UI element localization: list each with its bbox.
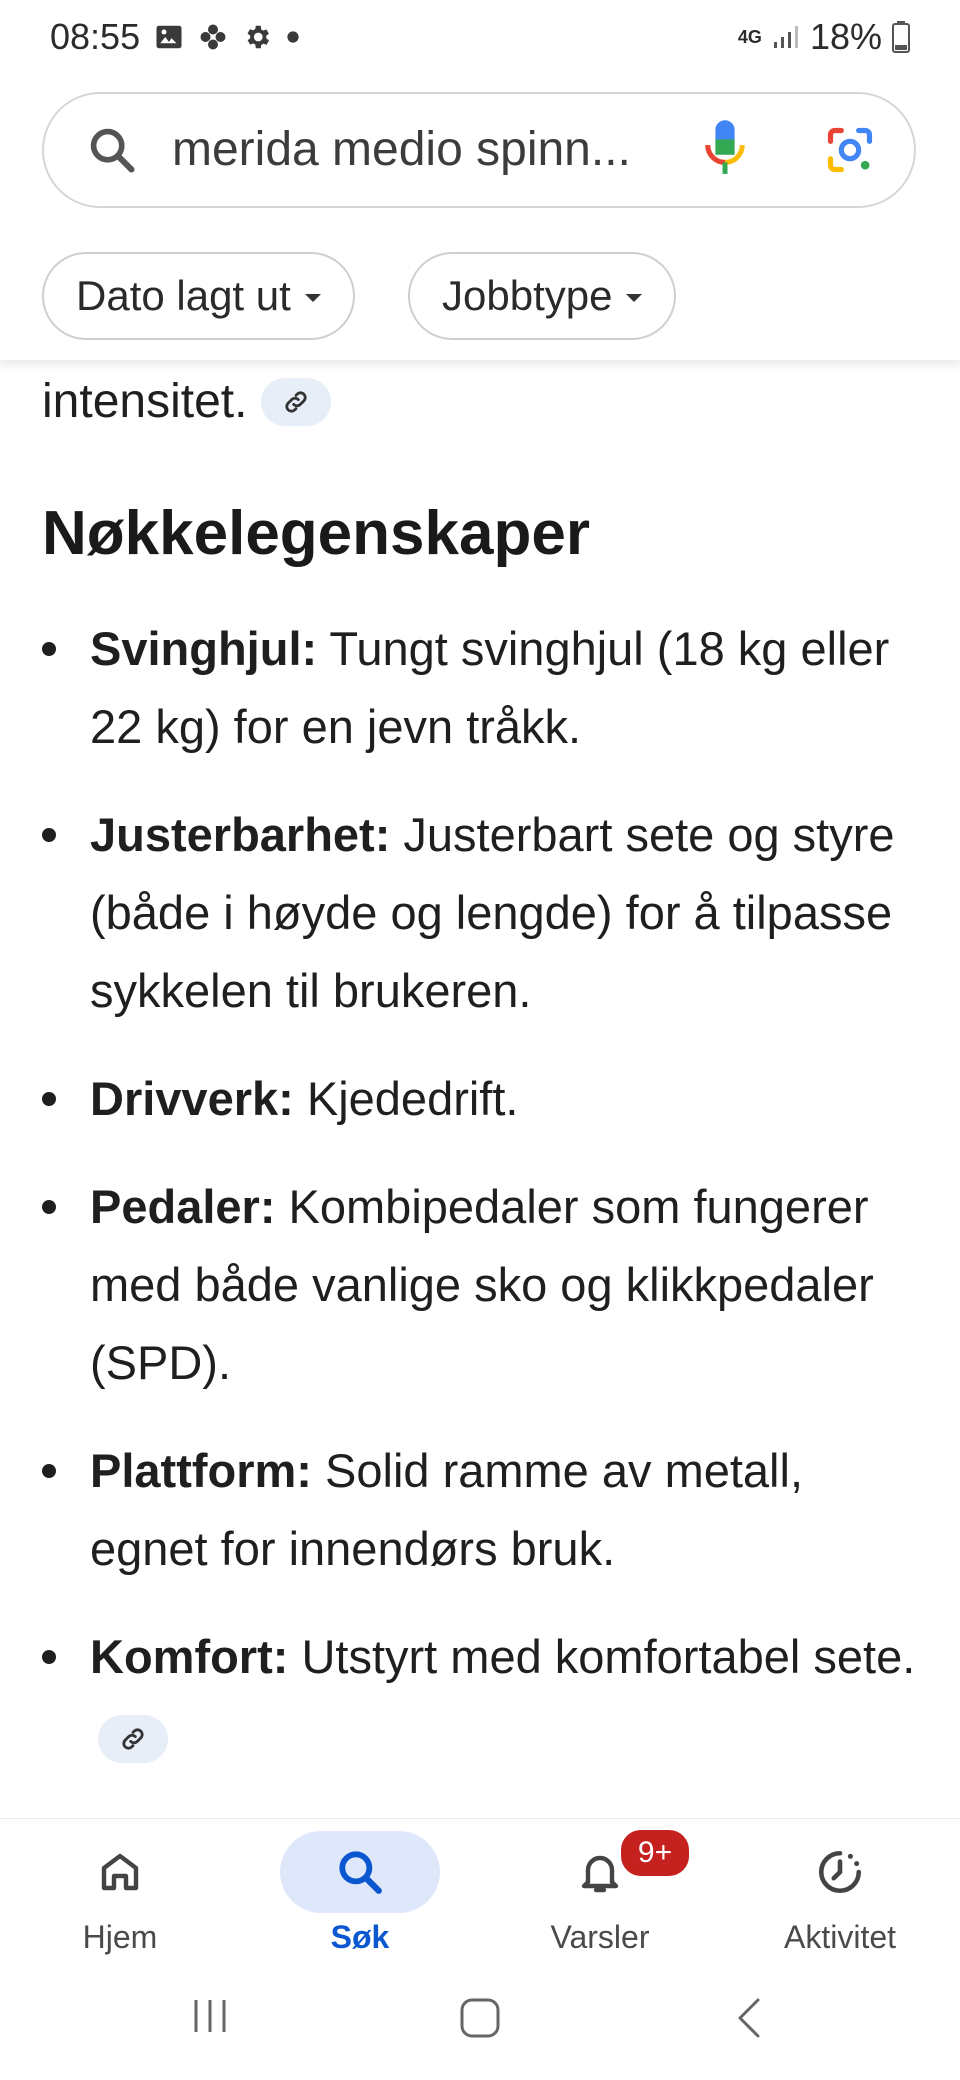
list-item [42, 1618, 932, 1774]
home-button-icon[interactable] [458, 1996, 502, 2040]
section-heading: Nøkkelegenskaper [42, 499, 590, 568]
feature-term: Komfort: [90, 1630, 289, 1683]
microphone-icon[interactable] [702, 116, 748, 182]
activity-icon [815, 1847, 865, 1897]
filter-chip-date-posted[interactable] [42, 252, 355, 340]
feature-list [42, 610, 932, 1804]
nav-item-home[interactable] [20, 1819, 220, 1969]
filter-bar [0, 232, 960, 360]
feature-text: Tungt svinghjul (18 kg eller 22 kg) for en jevn tråkk. [90, 622, 890, 753]
feature-text: Kjededrift. [293, 1072, 519, 1125]
filter-chip-job-type[interactable] [408, 252, 676, 340]
nav-item-notifications[interactable] [500, 1819, 700, 1969]
notification-icons [154, 22, 300, 52]
feature-text: Justerbart sete og styre (både i høyde og lengde) for å tilpasse sykkelen til brukeren. [90, 808, 895, 1017]
status-bar [0, 0, 960, 76]
nav-label: Søk [330, 1919, 390, 1955]
pinwheel-icon [198, 22, 228, 52]
nav-label: Varsler [550, 1919, 650, 1955]
link-icon [119, 1725, 147, 1753]
search-icon [86, 124, 138, 176]
link-icon [282, 388, 310, 416]
bell-icon [576, 1848, 624, 1896]
search-bar[interactable] [42, 92, 916, 208]
source-link-button[interactable] [261, 378, 331, 426]
nav-icon-container [280, 1831, 440, 1913]
notification-badge: 9+ [618, 1827, 692, 1879]
feature-text: Solid ramme av metall, egnet for innendørs bruk. [90, 1444, 803, 1575]
list-item [42, 1168, 932, 1402]
list-item [42, 610, 932, 766]
list-item [42, 1060, 932, 1138]
feature-term: Drivverk: [90, 1072, 294, 1125]
nav-item-activity[interactable] [740, 1819, 940, 1969]
nav-icon-container [40, 1831, 200, 1913]
feature-text: Kombipedaler som fungerer med både vanlige sko og klikkpedaler (SPD). [90, 1180, 874, 1389]
bottom-navigation [0, 1818, 960, 1969]
caret-down-icon [626, 294, 642, 302]
feature-term: Justerbarhet: [90, 808, 391, 861]
battery-percent: 18% [809, 16, 882, 57]
network-type: 4G [737, 26, 762, 47]
filter-chip-label: Dato lagt ut [76, 272, 291, 319]
nav-label: Hjem [82, 1919, 158, 1955]
google-lens-icon[interactable] [824, 124, 876, 176]
signal-icon [772, 24, 800, 50]
status-time: 08:55 [50, 16, 141, 57]
intro-text: intensitet. [42, 375, 248, 428]
nav-label: Aktivitet [783, 1919, 897, 1955]
feature-term: Pedaler: [90, 1180, 276, 1233]
feature-term: Svinghjul: [90, 622, 318, 675]
nav-icon-container [760, 1831, 920, 1913]
feature-text: Utstyrt med komfortabel sete. [288, 1630, 916, 1683]
gallery-icon [154, 22, 184, 52]
settings-icon [242, 22, 272, 52]
caret-down-icon [305, 294, 321, 302]
back-icon[interactable] [734, 1996, 764, 2040]
battery-icon [892, 21, 910, 53]
feature-term: Plattform: [90, 1444, 312, 1497]
source-link-button[interactable] [98, 1715, 168, 1763]
system-navigation-bar [0, 1968, 960, 2080]
filter-chip-label: Jobbtype [442, 272, 613, 319]
recent-apps-icon[interactable] [190, 1996, 230, 2036]
search-input[interactable]: merida medio spinn... [172, 123, 631, 176]
dot-icon [286, 30, 300, 44]
intro-line [42, 374, 331, 429]
home-icon [96, 1848, 144, 1896]
list-item [42, 796, 932, 1030]
status-right [738, 16, 910, 58]
search-icon [335, 1847, 385, 1897]
list-item [42, 1432, 932, 1588]
nav-item-search[interactable] [260, 1819, 460, 1969]
